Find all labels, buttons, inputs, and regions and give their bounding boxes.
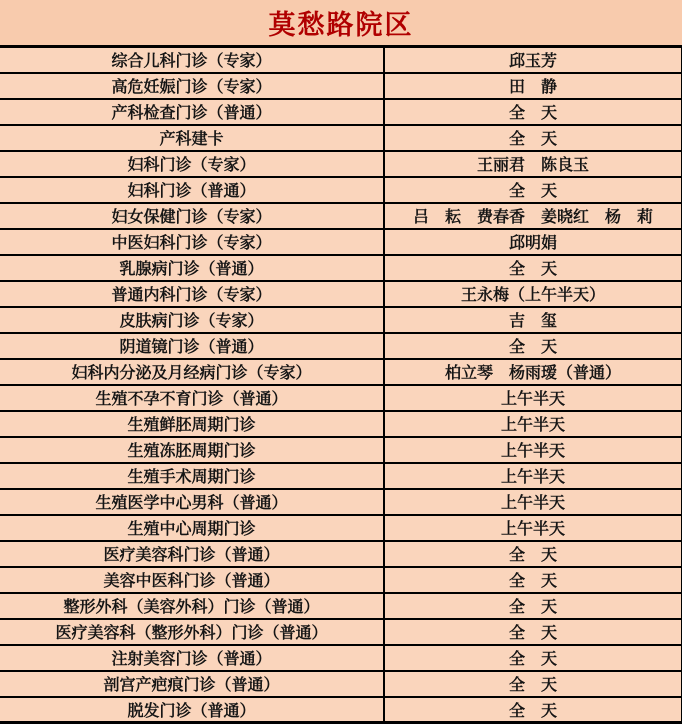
table-row [0, 281, 682, 307]
clinic-name-cell: 注射美容门诊（普通） [0, 645, 384, 671]
clinic-name-cell: 乳腺病门诊（普通） [0, 255, 384, 281]
clinic-name-cell: 产科建卡 [0, 125, 384, 151]
doctor-schedule-cell: 全 天 [384, 593, 682, 619]
clinic-name-cell: 产科检查门诊（普通） [0, 99, 384, 125]
clinic-name-cell: 医疗美容科门诊（普通） [0, 541, 384, 567]
doctor-schedule-cell: 田 静 [384, 73, 682, 99]
doctor-schedule-cell: 吕 耘 费春香 姜晓红 杨 莉 [384, 203, 682, 229]
doctor-schedule-cell: 全 天 [384, 697, 682, 723]
table-row [0, 125, 682, 151]
doctor-schedule-cell: 全 天 [384, 125, 682, 151]
clinic-schedule-table [0, 45, 682, 724]
doctor-schedule-cell: 上午半天 [384, 515, 682, 541]
clinic-name-cell: 中医妇科门诊（专家） [0, 229, 384, 255]
clinic-name-cell: 阴道镜门诊（普通） [0, 333, 384, 359]
table-row [0, 333, 682, 359]
clinic-name-cell: 妇女保健门诊（专家） [0, 203, 384, 229]
table-row [0, 515, 682, 541]
table-row [0, 411, 682, 437]
clinic-name-cell: 普通内科门诊（专家） [0, 281, 384, 307]
doctor-schedule-cell: 全 天 [384, 541, 682, 567]
clinic-name-cell: 高危妊娠门诊（专家） [0, 73, 384, 99]
table-row [0, 385, 682, 411]
table-row [0, 359, 682, 385]
table-row [0, 463, 682, 489]
doctor-schedule-cell: 上午半天 [384, 489, 682, 515]
clinic-name-cell: 生殖医学中心男科（普通） [0, 489, 384, 515]
doctor-schedule-cell: 全 天 [384, 255, 682, 281]
table-row [0, 593, 682, 619]
clinic-name-cell: 医疗美容科（整形外科）门诊（普通） [0, 619, 384, 645]
doctor-schedule-cell: 全 天 [384, 333, 682, 359]
table-row [0, 255, 682, 281]
doctor-schedule-cell: 上午半天 [384, 463, 682, 489]
clinic-name-cell: 皮肤病门诊（专家） [0, 307, 384, 333]
clinic-name-cell: 剖宫产疤痕门诊（普通） [0, 671, 384, 697]
doctor-schedule-cell: 全 天 [384, 645, 682, 671]
doctor-schedule-cell: 王丽君 陈良玉 [384, 151, 682, 177]
clinic-name-cell: 整形外科（美容外科）门诊（普通） [0, 593, 384, 619]
doctor-schedule-cell: 王永梅（上午半天） [384, 281, 682, 307]
doctor-schedule-cell: 全 天 [384, 671, 682, 697]
table-row [0, 697, 682, 723]
doctor-schedule-cell: 吉 玺 [384, 307, 682, 333]
table-row [0, 177, 682, 203]
table-row [0, 151, 682, 177]
clinic-name-cell: 生殖鲜胚周期门诊 [0, 411, 384, 437]
table-row [0, 619, 682, 645]
doctor-schedule-cell: 全 天 [384, 619, 682, 645]
schedule-rows [0, 47, 682, 723]
clinic-name-cell: 脱发门诊（普通） [0, 697, 384, 723]
table-row [0, 489, 682, 515]
table-row [0, 47, 682, 73]
clinic-name-cell: 妇科门诊（专家） [0, 151, 384, 177]
table-row [0, 437, 682, 463]
doctor-schedule-cell: 全 天 [384, 567, 682, 593]
table-row [0, 73, 682, 99]
clinic-name-cell: 妇科门诊（普通） [0, 177, 384, 203]
doctor-schedule-cell: 邱明娟 [384, 229, 682, 255]
doctor-schedule-cell: 上午半天 [384, 411, 682, 437]
table-row [0, 567, 682, 593]
clinic-name-cell: 妇科内分泌及月经病门诊（专家） [0, 359, 384, 385]
table-row [0, 99, 682, 125]
clinic-name-cell: 生殖中心周期门诊 [0, 515, 384, 541]
clinic-name-cell: 生殖不孕不育门诊（普通） [0, 385, 384, 411]
clinic-name-cell: 美容中医科门诊（普通） [0, 567, 384, 593]
table-row [0, 645, 682, 671]
table-row [0, 541, 682, 567]
table-row [0, 203, 682, 229]
doctor-schedule-cell: 全 天 [384, 177, 682, 203]
doctor-schedule-cell: 上午半天 [384, 437, 682, 463]
clinic-name-cell: 生殖手术周期门诊 [0, 463, 384, 489]
doctor-schedule-cell: 上午半天 [384, 385, 682, 411]
clinic-name-cell: 综合儿科门诊（专家） [0, 47, 384, 73]
table-row [0, 671, 682, 697]
campus-title: 莫愁路院区 [0, 0, 682, 45]
doctor-schedule-cell: 邱玉芳 [384, 47, 682, 73]
table-row [0, 307, 682, 333]
table-row [0, 229, 682, 255]
doctor-schedule-cell: 柏立琴 杨雨瑷（普通） [384, 359, 682, 385]
clinic-name-cell: 生殖冻胚周期门诊 [0, 437, 384, 463]
doctor-schedule-cell: 全 天 [384, 99, 682, 125]
